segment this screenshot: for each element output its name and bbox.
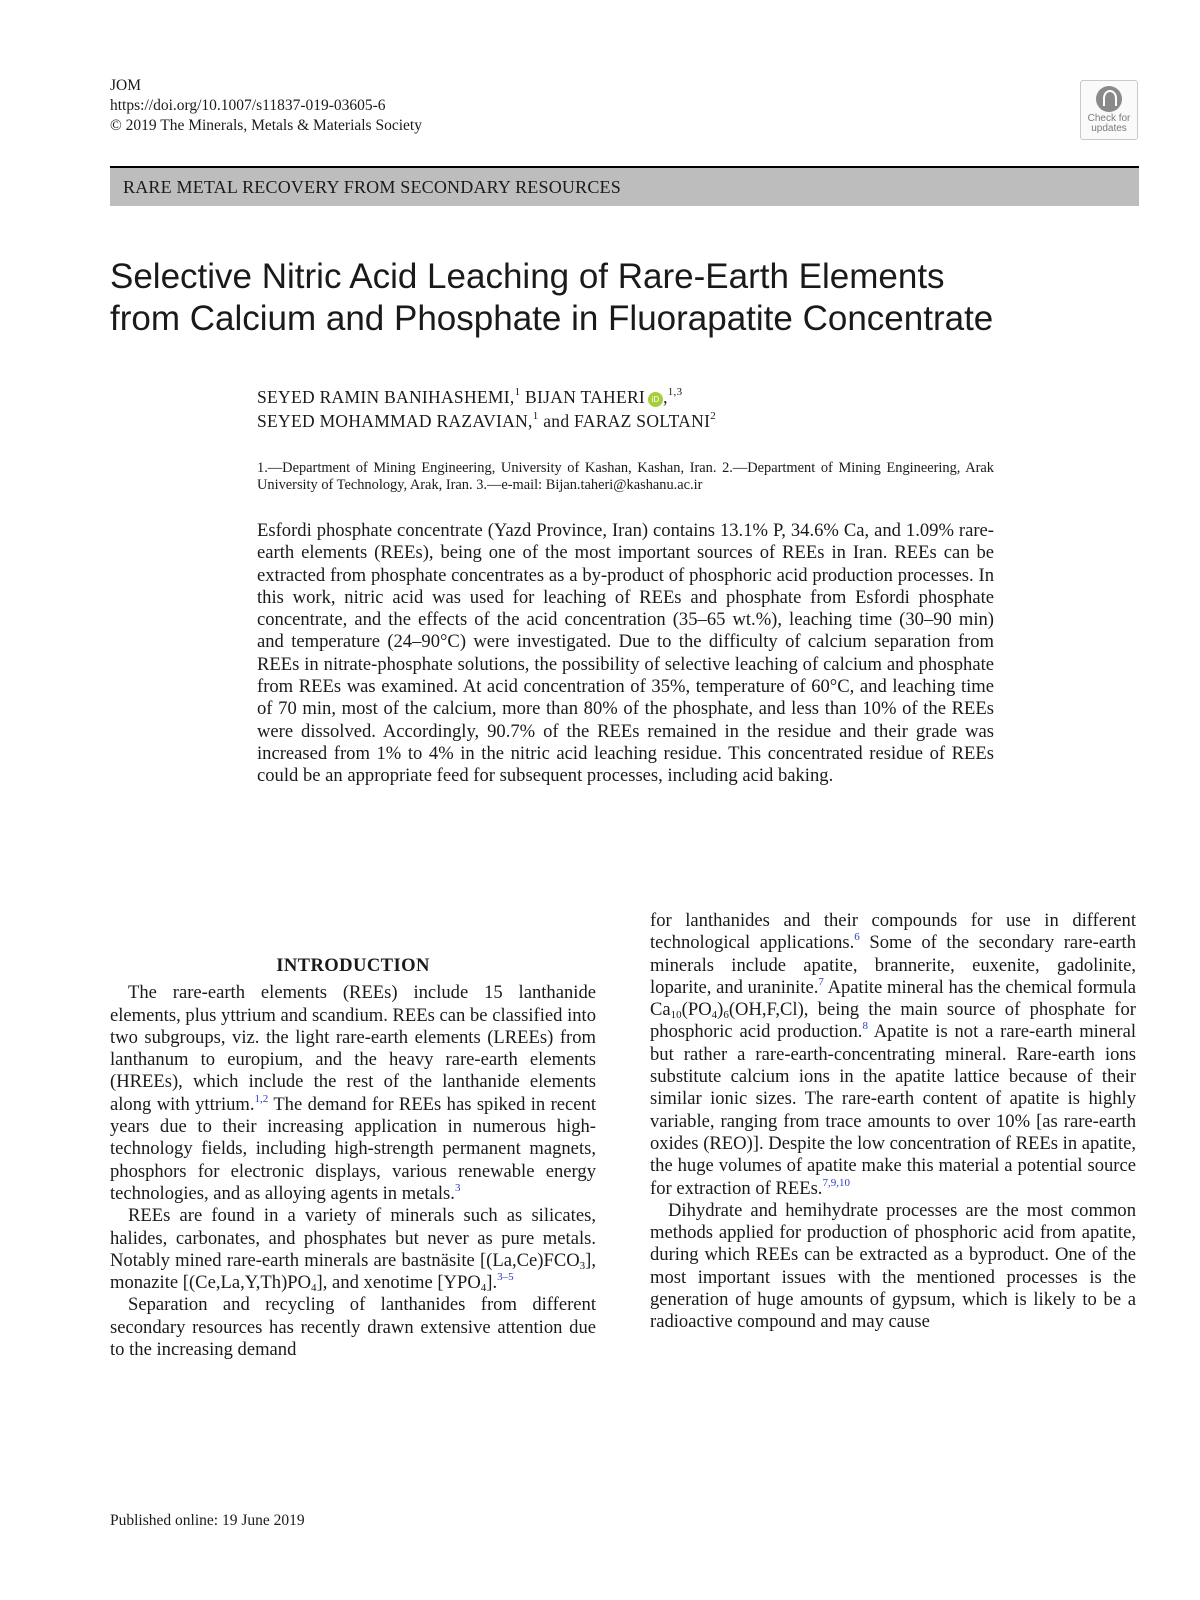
intro-paragraph-3-cont: for lanthanides and their compounds for use in different technological applications.$^6$ Some of the secondary rare-earth minerals include apatite, brannerite, euxenite, gadolinite, loparite, and uraninite.$^7$ Apatite mineral has the chemical formula $Ca_{10}(PO_4)_6(OH,F,Cl)$, being the main source of phosphate for phosphoric acid production.$^8$ Apatite is not a rare-earth mineral but rather a rare-earth-concentrating mineral. Rare-earth ions substitute calcium ions in the apatite lattice because of their similar ionic sizes. The rare-earth content of apatite is highly variable, ranging from trace amounts to over 10% [as rare-earth oxides (REO)]. Despite the low concentration of REEs in apatite, the huge volumes of apatite make this material a potential source for extraction of REEs.$^{7,9,10}$ [650,910,1136,1199]
crossmark-icon [1096,86,1122,112]
article-title [110,256,1139,340]
author-2-affil: 1,3 [667,386,683,398]
citation-link[interactable]: 7,9,10 [822,1176,850,1189]
citation-link[interactable]: 8 [862,1020,868,1033]
intro-paragraph-4: Dihydrate and hemihydrate processes are the most common methods applied for production of phosphoric acid from apatite, during which REEs can be extracted as a byproduct. One of the most important issues with the mentioned processes is the generation of huge amounts of gypsum, which is likely to be a radioactive compound and may cause [650,1199,1136,1333]
right-column [650,910,1136,1334]
author-4-affil: 2 [710,410,717,422]
title-line-2: from Calcium and Phosphate in Fluorapatite Concentrate [110,299,994,338]
publication-date: Published online: 19 June 2019 [110,1512,305,1529]
author-4: and FARAZ SOLTANI [538,411,711,431]
intro-paragraph-2: REEs are found in a variety of minerals such as silicates, halides, carbonates, and phosphates but never as pure metals. Notably mined rare-earth minerals are bastnäsite $[(La,Ce)FCO_3]$, monazite $[(Ce,La,Y,Th)PO_4]$, and xenotime $[YPO_4].^{3-5}$ [110,1205,596,1295]
citation-link[interactable]: 1,2 [254,1092,269,1105]
article-meta [110,76,422,136]
section-heading-introduction: INTRODUCTION [276,955,430,976]
check-for-updates-badge[interactable] [1080,80,1138,140]
citation-link[interactable]: 3–5 [497,1271,514,1284]
affiliations: 1.—Department of Mining Engineering, University of Kashan, Kashan, Iran. 2.—Department of Mining Engineering, Arak University of Technology, Arak, Iran. 3.—e-mail: Bijan.taheri@kashanu.ac.ir [257,460,994,493]
citation-link[interactable]: 6 [854,931,860,944]
author-1: SEYED RAMIN BANIHASHEMI, [257,387,515,407]
author-1-affil: 1 [514,386,521,398]
abstract: Esfordi phosphate concentrate (Yazd Province, Iran) contains 13.1% P, 34.6% Ca, and 1.09% rare-earth elements (REEs), being one of the most important sources of REEs in Iran. REEs can be extracted from phosphate concentrates as a by-product of phosphoric acid production processes. In this work, nitric acid was used for leaching of REEs and phosphate from Esfordi phosphate concentrate, and the effects of the acid concentration (35–65 wt.%), leaching time (30–90 min) and temperature (24–90°C) were investigated. Due to the difficulty of calcium separation from REEs in nitrate-phosphate solutions, the possibility of selective leaching of calcium and phosphate from REEs was examined. At acid concentration of 35%, temperature of 60°C, and leaching time of 70 min, most of the calcium, more than 80% of the phosphate, and less than 10% of the REEs were dissolved. Accordingly, 90.7% of the REEs remained in the residue and their grade was increased from 1% to 4% in the nitric acid leaching residue. This concentrated residue of REEs could be an appropriate feed for subsequent processes, including acid baking. [257,520,994,787]
author-3-affil: 1 [532,410,539,422]
badge-text-2: updates [1091,123,1127,134]
author-list: SEYED RAMIN BANIHASHEMI,$^1$ BIJAN TAHERI iD ,$^{1,3}$ SEYED MOHAMMAD RAZAVIAN,$^1$ and FARAZ SOLTANI$^2$ [257,386,717,431]
citation-link[interactable]: 3 [454,1181,461,1194]
section-label: RARE METAL RECOVERY FROM SECONDARY RESOURCES [110,168,1139,206]
author-2: BIJAN TAHERI [520,387,646,407]
citation-link[interactable]: 7 [818,975,824,988]
intro-paragraph-3: Separation and recycling of lanthanides from different secondary resources has recently drawn extensive attention due to the increasing demand [110,1294,596,1361]
journal-name: JOM [110,77,142,94]
copyright-line: © 2019 The Minerals, Metals & Materials Society [110,117,422,134]
doi-link[interactable]: https://doi.org/10.1007/s11837-019-03605-6 [110,97,386,114]
left-column [110,935,596,1361]
badge-text-1: Check for [1087,113,1131,124]
author-3: SEYED MOHAMMAD RAZAVIAN, [257,411,533,431]
intro-paragraph-1: The rare-earth elements (REEs) include 15 lanthanide elements, plus yttrium and scandium. REEs can be classified into two subgroups, viz. the light rare-earth elements (LREEs) from lanthanum to europium, and the heavy rare-earth elements (HREEs), which include the rest of the lanthanide elements along with yttrium.$^{1,2}$ The demand for REEs has spiked in recent years due to their increasing application in numerous high-technology fields, including high-strength permanent magnets, phosphors for electronic displays, various renewable energy technologies, and as alloying agents in metals.$^3$ [110,982,597,1204]
orcid-icon[interactable]: iD [648,392,663,407]
title-line-1: Selective Nitric Acid Leaching of Rare-Earth Elements [110,257,945,296]
